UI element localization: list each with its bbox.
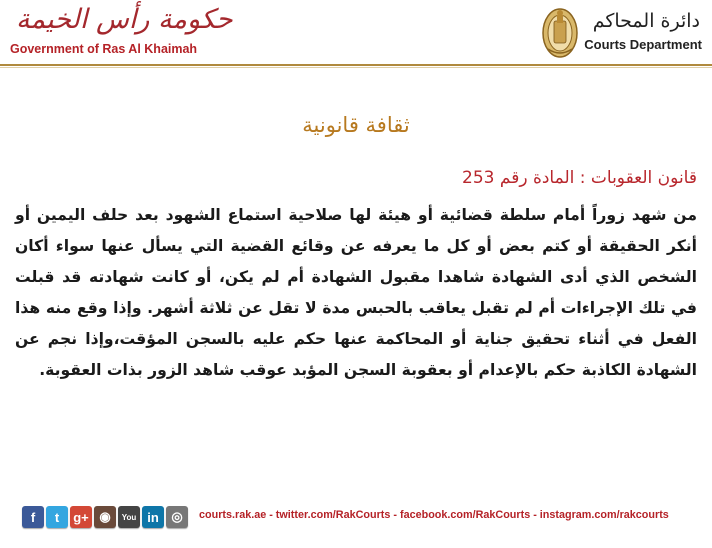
google-plus-icon[interactable]: g+ [70,506,92,528]
courts-department-arabic-title: دائرة المحاكم [592,10,700,32]
footer-links-text[interactable]: courts.rak.ae - twitter.com/RakCourts - facebook.com/RakCourts - instagram.com/rakcourts [199,509,669,521]
header-divider-secondary [0,67,712,68]
page-header [0,0,712,64]
law-article-text: من شهد زوراً أمام سلطة قضائية أو هيئة لها صلاحية استماع الشهود بعد حلف اليمين أو أنكر الحقيقة أو كتم بعض أو كل ما يعرفه عن وقائع القضية التي يسأل عنها سواء أكان الشخص الذي أدى الشهادة شاهدا مقبول الشهادة أم لم يكن، أو كانت شهادته قد قبلت في تلك الإجراءات أم لم تقبل يعاقب بالحبس مدة لا تقل عن ثلاثة أشهر. وإذا وقع منه هذا الفعل في أثناء تحقيق جناية أو المحاكمة عنها حكم عليه بالسجن المؤقت،وإذا نجم عن الشهادة الكاذبة حكم بالإعدام أو بعقوبة السجن المؤبد عوقب شاهد الزور بذات العقوبة. [15,206,697,379]
instagram-icon[interactable]: ◉ [94,506,116,528]
page-title: ثقافة قانونية [302,113,410,137]
law-article-reference: قانون العقوبات : المادة رقم 253 [462,168,697,188]
social-icons-row [22,506,188,528]
facebook-icon[interactable]: f [22,506,44,528]
header-divider [0,64,712,66]
twitter-icon[interactable]: t [46,506,68,528]
youtube-icon[interactable]: You [118,506,140,528]
government-arabic-logo-text: حكومة رأس الخيمة [16,4,233,35]
courts-department-english-title: Courts Department [584,37,702,52]
ras-al-khaimah-emblem-icon [540,5,580,60]
government-english-logo-text: Government of Ras Al Khaimah [10,42,198,56]
page-footer [0,506,712,542]
linkedin-icon[interactable]: in [142,506,164,528]
rss-icon[interactable]: ◎ [166,506,188,528]
